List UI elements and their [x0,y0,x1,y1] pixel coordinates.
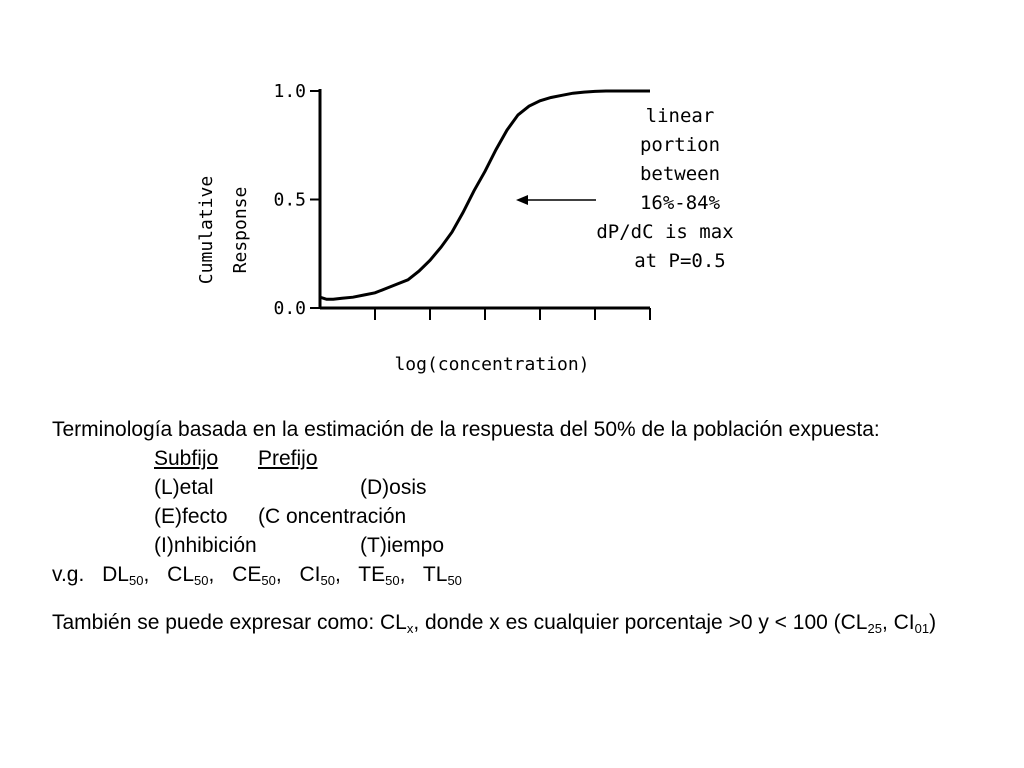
linear-portion-annotation [596,105,733,272]
example-term: $CE_{50}$, [232,563,282,588]
annotation-line: 16%-84% [639,192,721,214]
term-row [52,502,992,531]
also-paragraph: También se puede expresar como: $CL_x$, donde x es cualquier porcentaje >0 y < 100 ($CL_{25}$, $CI_{01}$) [52,611,937,636]
example-term: $CL_{50}$, [167,563,215,588]
term-row [52,473,992,502]
term-prefijo: (D)osis [360,476,427,499]
annotation-line: linear [645,105,715,127]
y-axis-label-line2: Response [230,186,251,274]
term-subfijo: (I)nhibición [154,534,257,557]
arrowhead-icon [516,195,528,205]
examples-label: v.g. [52,563,85,586]
header-row [52,444,992,473]
term-row [52,531,992,560]
intro-paragraph: Terminología basada en la estimación de la respuesta del 50% de la población expuesta: [52,418,880,441]
term-prefijo: (T)iempo [360,534,445,557]
example-term: $TE_{50}$, [358,563,406,588]
response-curve [320,91,650,299]
example-term: $CI_{50}$, [299,563,341,588]
example-term: $DL_{50}$, [102,563,150,588]
y-tick-label: 1.0 [273,81,306,102]
x-tick-marks [375,308,650,320]
annotation-line: between [639,163,721,185]
y-tick-labels [273,81,320,319]
y-tick-label: 0.0 [273,298,306,319]
term-prefijo: (C oncentración [258,505,407,528]
examples-row [52,560,992,589]
annotation-line: dP/dC is max [596,221,734,243]
term-subfijo: (E)fecto [154,505,228,528]
y-axis-label-line1: Cumulative [196,175,217,285]
header-subfijo: Subfijo [154,447,219,470]
terminology-text [52,415,992,640]
y-tick-label: 0.5 [273,189,306,211]
example-term: $TL_{50}$ [422,563,462,588]
x-axis-label: log(concentration) [394,354,590,375]
chart-axes [320,89,650,308]
term-subfijo: (L)etal [154,476,214,499]
header-prefijo: Prefijo [258,447,318,470]
dose-response-chart [190,78,770,388]
annotation-line: portion [639,134,721,156]
annotation-line: at P=0.5 [634,250,726,272]
